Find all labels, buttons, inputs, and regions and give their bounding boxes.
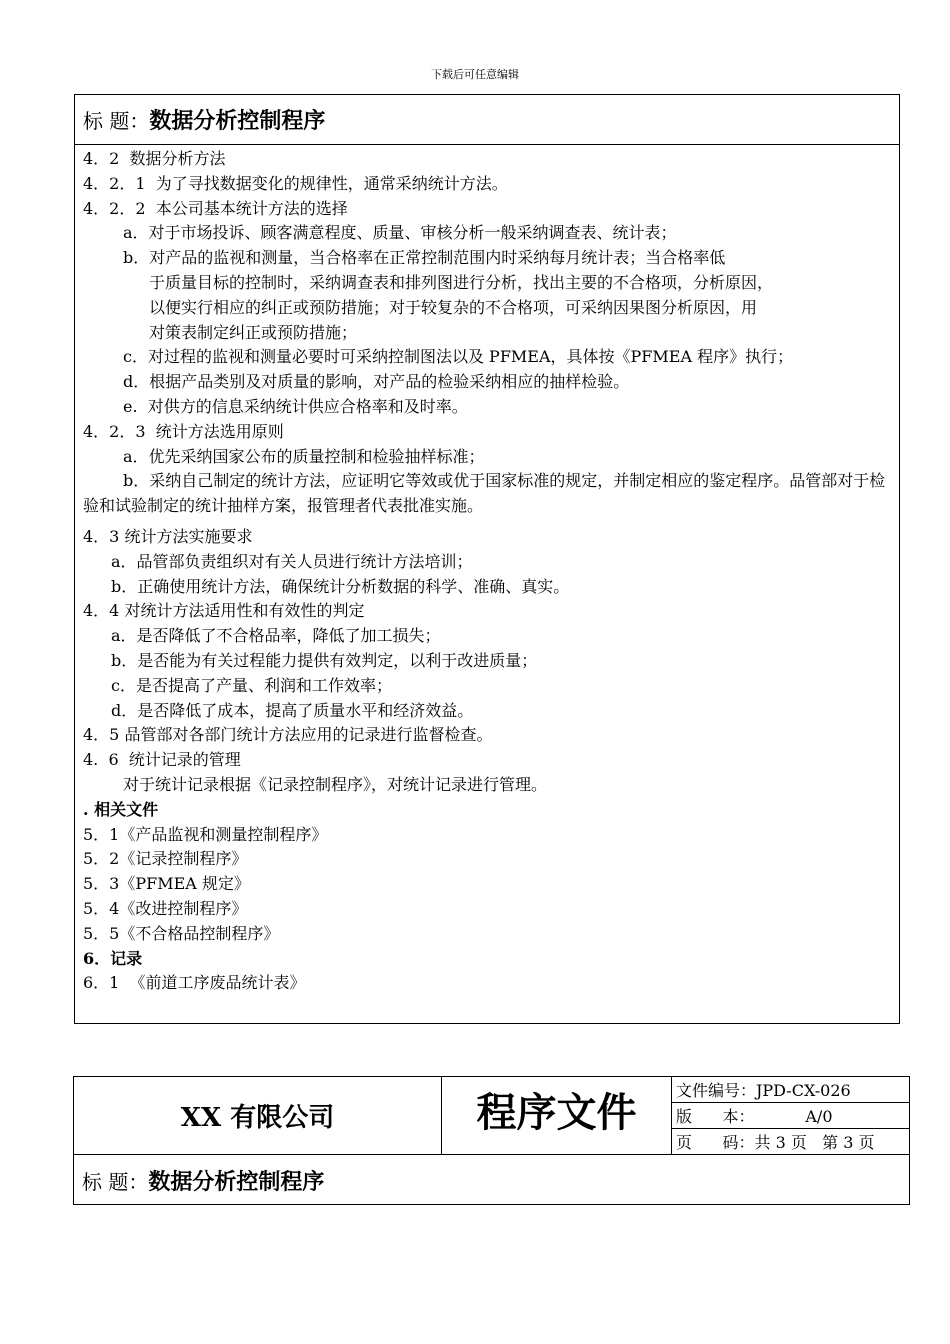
- list-item: a．是否降低了不合格品率，降低了加工损失；: [111, 626, 441, 646]
- header-row: [74, 1077, 909, 1155]
- title-label: 标 题：: [82, 1169, 149, 1194]
- document-body: [75, 145, 899, 996]
- list-item: a．品管部负责组织对有关人员进行统计方法培训；: [111, 551, 473, 571]
- document-type: 程序文件: [442, 1077, 672, 1154]
- title-row: [74, 1155, 909, 1205]
- list-item: a．优先采纳国家公布的质量控制和检验抽样标准；: [123, 446, 485, 466]
- title-value: 数据分析控制程序: [149, 108, 326, 134]
- paragraph: 4．2．1 为了寻找数据变化的规律性，通常采纳统计方法。: [83, 173, 508, 193]
- document-page-table: [74, 94, 900, 1024]
- page-info: 页 码：共 3 页 第 3 页: [676, 1133, 875, 1152]
- reference-item: 5．3《PFMEA 规定》: [83, 874, 250, 894]
- list-item: b．正确使用统计方法，确保统计分析数据的科学、准确、真实。: [111, 576, 570, 596]
- list-item: c．对过程的监视和测量必要时可采纳控制图法以及 PFMEA，具体按《PFMEA 程序》执行；: [123, 347, 794, 367]
- list-item-continued: 对策表制定纠正或预防措施；: [149, 322, 358, 342]
- list-item: b．对产品的监视和测量，当合格率在正常控制范围内时采纳每月统计表；当合格率低: [123, 248, 726, 268]
- section-heading: 4．2 数据分析方法: [83, 149, 226, 168]
- reference-item: 5．5《不合格品控制程序》: [83, 923, 280, 943]
- title-row: [75, 95, 899, 145]
- list-item: c．是否提高了产量、利润和工作效率；: [111, 675, 392, 695]
- reference-item: 5．4《改进控制程序》: [83, 898, 248, 918]
- list-item: b．采纳自己制定的统计方法，应证明它等效或优于国家标准的规定，并制定相应的鉴定程序。品管部对于检验和试验制定的统计抽样方案，报管理者代表批准实施。: [83, 471, 886, 516]
- list-item-continued: 于质量目标的控制时，采纳调查表和排列图进行分析，找出主要的不合格项，分析原因，: [149, 272, 774, 292]
- section-heading: . 相关文件: [83, 799, 159, 819]
- list-item: d．是否降低了成本，提高了质量水平和经济效益。: [111, 700, 474, 720]
- paragraph: 对于统计记录根据《记录控制程序》，对统计记录进行管理。: [123, 774, 548, 794]
- header-note: 下载后可任意编辑: [431, 68, 519, 81]
- record-item: 6．1 《前道工序废品统计表》: [83, 973, 306, 993]
- list-item: b．是否能为有关过程能力提供有效判定，以利于改进质量；: [111, 650, 538, 670]
- section-heading: 4．2．2 本公司基本统计方法的选择: [83, 198, 348, 218]
- list-item: a．对于市场投诉、顾客满意程度、质量、审核分析一般采纳调查表、统计表；: [123, 223, 677, 243]
- section-heading: 4．5 品管部对各部门统计方法应用的记录进行监督检查。: [83, 725, 493, 745]
- list-item-continued: 以便实行相应的纠正或预防措施；对于较复杂的不合格项，可采纳因果图分析原因，用: [149, 297, 758, 317]
- company-name: XX 有限公司: [74, 1077, 442, 1154]
- section-heading: 4．4 对统计方法适用性和有效性的判定: [83, 601, 365, 621]
- title-label: 标 题：: [83, 109, 150, 133]
- reference-item: 5．1《产品监视和测量控制程序》: [83, 824, 328, 844]
- section-heading: 4．3 统计方法实施要求: [83, 526, 253, 546]
- list-item: e. 对供方的信息采纳统计供应合格率和及时率。: [123, 396, 468, 416]
- section-heading: 6．记录: [83, 948, 143, 968]
- document-meta: [672, 1077, 909, 1154]
- reference-item: 5．2《记录控制程序》: [83, 849, 248, 869]
- document-header-table: [73, 1076, 910, 1205]
- section-heading: 4．2．3 统计方法选用原则: [83, 421, 284, 441]
- list-item: d．根据产品类别及对质量的影响，对产品的检验采纳相应的抽样检验。: [123, 372, 630, 392]
- title-value: 数据分析控制程序: [148, 1168, 325, 1195]
- document-version: 版 本： A/0: [672, 1103, 909, 1129]
- section-heading: 4. 6 统计记录的管理: [83, 750, 241, 770]
- document-number: 文件编号：JPD-CX-026: [672, 1077, 909, 1103]
